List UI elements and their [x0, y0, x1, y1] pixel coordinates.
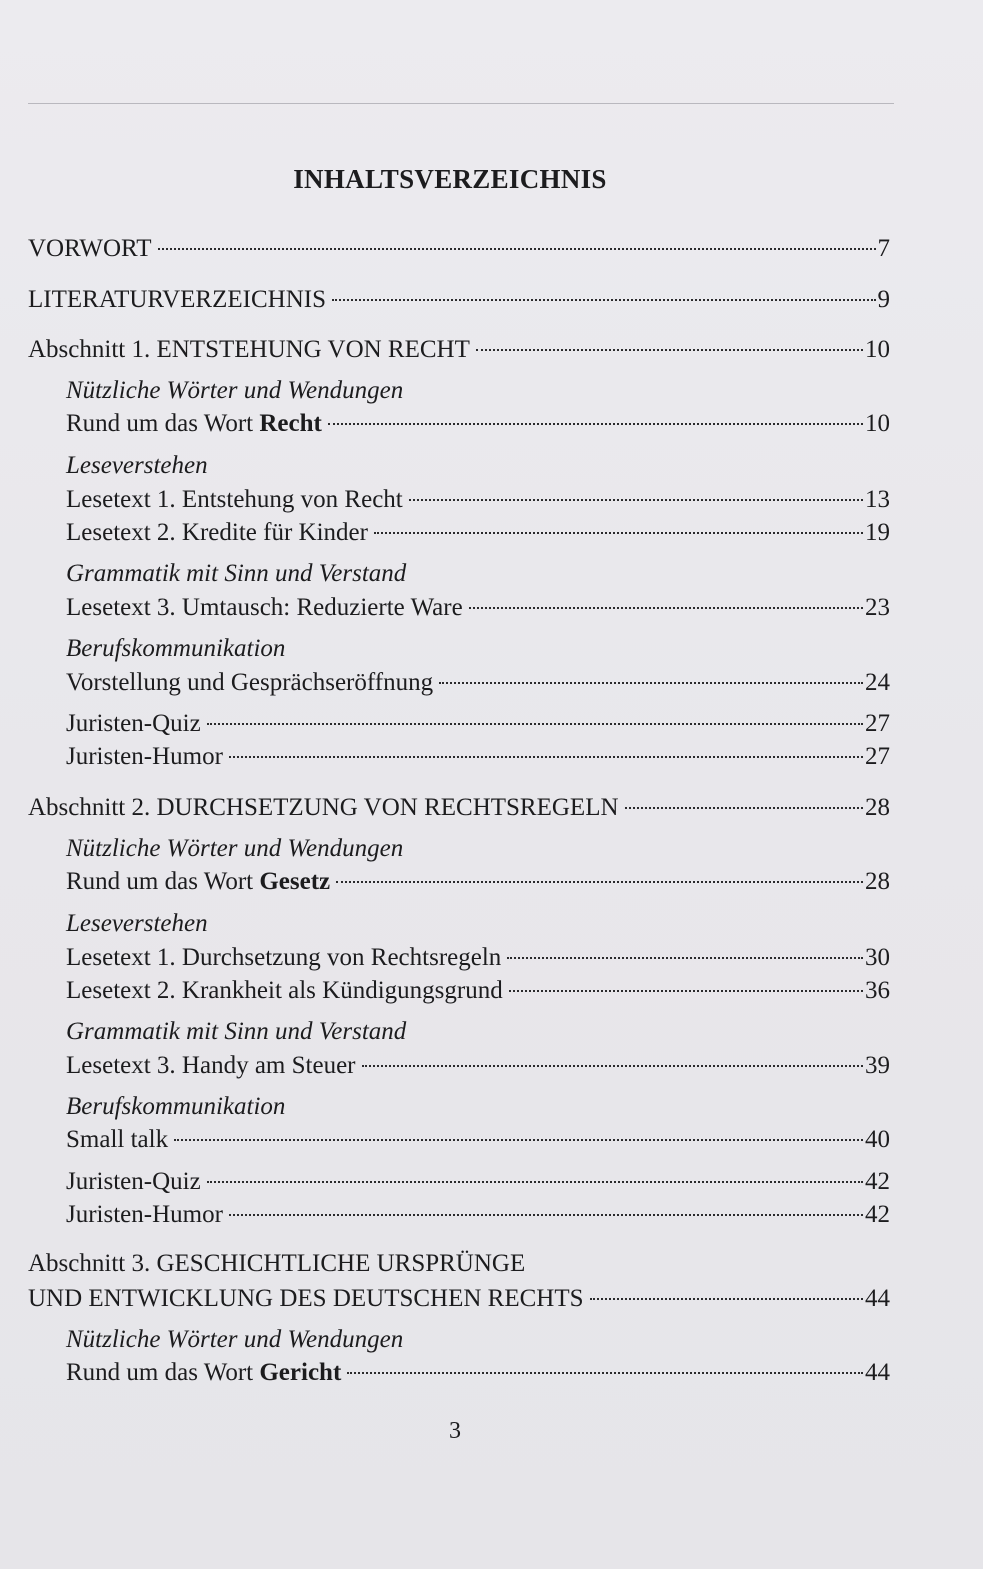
toc-entry-label: Lesetext 3. Umtausch: Reduzierte Ware [66, 594, 463, 621]
dot-leader [229, 756, 863, 758]
toc-page-number: 42 [865, 1201, 890, 1228]
toc-subheading: Grammatik mit Sinn und Verstand [66, 560, 407, 587]
toc-entry-label: LITERATURVERZEICHNIS [28, 286, 326, 313]
toc-entry-juristen-humor[interactable] [66, 1199, 890, 1231]
dot-leader [328, 423, 863, 425]
toc-page-number: 28 [865, 868, 890, 895]
toc-entry-label: Lesetext 1. Durchsetzung von Rechtsregeln [66, 944, 502, 971]
dot-leader [207, 1181, 863, 1183]
toc-entry-abschnitt-2[interactable] [28, 792, 890, 824]
toc-subheading: Nützliche Wörter und Wendungen [66, 1326, 404, 1353]
toc-entry-label: Lesetext 2. Krankheit als Kündigungsgrund [66, 977, 503, 1004]
toc-entry-label: Lesetext 2. Kredite für Kinder [66, 519, 368, 546]
toc-entry-label: UND ENTWICKLUNG DES DEUTSCHEN RECHTS [28, 1285, 584, 1312]
dot-leader [476, 349, 863, 351]
toc-subheading: Leseverstehen [66, 452, 208, 479]
toc-entry-label: VORWORT [28, 235, 152, 262]
toc-entry-label: Rund um das Wort Gesetz [66, 868, 331, 895]
toc-entry-label: Abschnitt 2. DURCHSETZUNG VON RECHTSREGELN [28, 794, 619, 821]
toc-entry-literaturverzeichnis[interactable] [28, 284, 890, 316]
dot-leader [625, 807, 863, 809]
toc-entry-label: Rund um das Wort Recht [66, 410, 322, 437]
toc-page-number: 30 [865, 944, 890, 971]
toc-page-number: 27 [865, 710, 890, 737]
toc-page-number: 28 [865, 794, 890, 821]
toc-entry-vorstellung[interactable] [66, 667, 890, 699]
dot-leader [229, 1214, 863, 1216]
toc-entry-label: Abschnitt 1. ENTSTEHUNG VON RECHT [28, 336, 470, 363]
dot-leader [590, 1298, 863, 1300]
page-number: 3 [449, 1418, 461, 1444]
dot-leader [362, 1065, 864, 1067]
toc-page-number: 44 [865, 1359, 890, 1386]
toc-entry-label: Juristen-Humor [66, 743, 223, 770]
toc-entry-lesetext[interactable] [66, 942, 890, 974]
toc-page-number: 23 [865, 594, 890, 621]
toc-subheading: Berufskommunikation [66, 1093, 286, 1120]
dot-leader [439, 682, 863, 684]
toc-page-number: 9 [877, 286, 890, 313]
toc-page-number: 19 [865, 519, 890, 546]
toc-entry-label: Small talk [66, 1126, 169, 1153]
toc-entry-rund-um-gesetz[interactable] [66, 866, 890, 898]
toc-entry-abschnitt-1[interactable] [28, 334, 890, 366]
header-rule [28, 103, 894, 104]
toc-page-number: 27 [865, 743, 890, 770]
toc-subheading: Leseverstehen [66, 910, 208, 937]
toc-entry-label: Lesetext 3. Handy am Steuer [66, 1052, 356, 1079]
toc-entry-abschnitt-3-line-1[interactable]: Abschnitt 3. GESCHICHTLICHE URSPRÜNGE [28, 1250, 526, 1277]
toc-entry-lesetext[interactable] [66, 484, 890, 516]
toc-entry-lesetext[interactable] [66, 517, 890, 549]
toc-page-number: 7 [877, 235, 890, 262]
toc-page-number: 42 [865, 1168, 890, 1195]
dot-leader [374, 532, 863, 534]
toc-entry-label: Rund um das Wort Gericht [66, 1359, 342, 1386]
dot-leader [174, 1139, 863, 1141]
toc-subheading: Nützliche Wörter und Wendungen [66, 377, 404, 404]
toc-page-number: 44 [865, 1285, 890, 1312]
toc-page-number: 10 [865, 336, 890, 363]
toc-entry-vorwort[interactable] [28, 233, 890, 265]
page-title: INHALTSVERZEICHNIS [293, 164, 607, 194]
toc-page-number: 40 [865, 1126, 890, 1153]
toc-entry-abschnitt-3[interactable] [28, 1283, 890, 1315]
dot-leader [207, 723, 863, 725]
toc-entry-rund-um-gericht[interactable] [66, 1357, 890, 1389]
toc-page-number: 39 [865, 1052, 890, 1079]
toc-page-number: 24 [865, 669, 890, 696]
dot-leader [347, 1372, 863, 1374]
dot-leader [509, 990, 863, 992]
toc-entry-juristen-quiz[interactable] [66, 708, 890, 740]
dot-leader [158, 248, 876, 250]
toc-entry-label: Juristen-Humor [66, 1201, 223, 1228]
dot-leader [507, 957, 863, 959]
toc-entry-label: Juristen-Quiz [66, 710, 201, 737]
toc-entry-juristen-quiz[interactable] [66, 1166, 890, 1198]
dot-leader [336, 881, 863, 883]
toc-subheading: Berufskommunikation [66, 635, 286, 662]
toc-entry-juristen-humor[interactable] [66, 741, 890, 773]
dot-leader [469, 607, 863, 609]
dot-leader [409, 499, 863, 501]
toc-entry-lesetext[interactable] [66, 592, 890, 624]
toc-entry-lesetext[interactable] [66, 975, 890, 1007]
toc-page-number: 36 [865, 977, 890, 1004]
toc-entry-label: Lesetext 1. Entstehung von Recht [66, 486, 403, 513]
dot-leader [332, 299, 876, 301]
toc-entry-small-talk[interactable] [66, 1124, 890, 1156]
toc-subheading: Grammatik mit Sinn und Verstand [66, 1018, 407, 1045]
toc-page-number: 10 [865, 410, 890, 437]
toc-entry-rund-um-recht[interactable] [66, 408, 890, 440]
toc-entry-label: Vorstellung und Gesprächseröffnung [66, 669, 434, 696]
toc-entry-lesetext[interactable] [66, 1050, 890, 1082]
toc-subheading: Nützliche Wörter und Wendungen [66, 835, 404, 862]
toc-page-number: 13 [865, 486, 890, 513]
toc-entry-label: Juristen-Quiz [66, 1168, 201, 1195]
